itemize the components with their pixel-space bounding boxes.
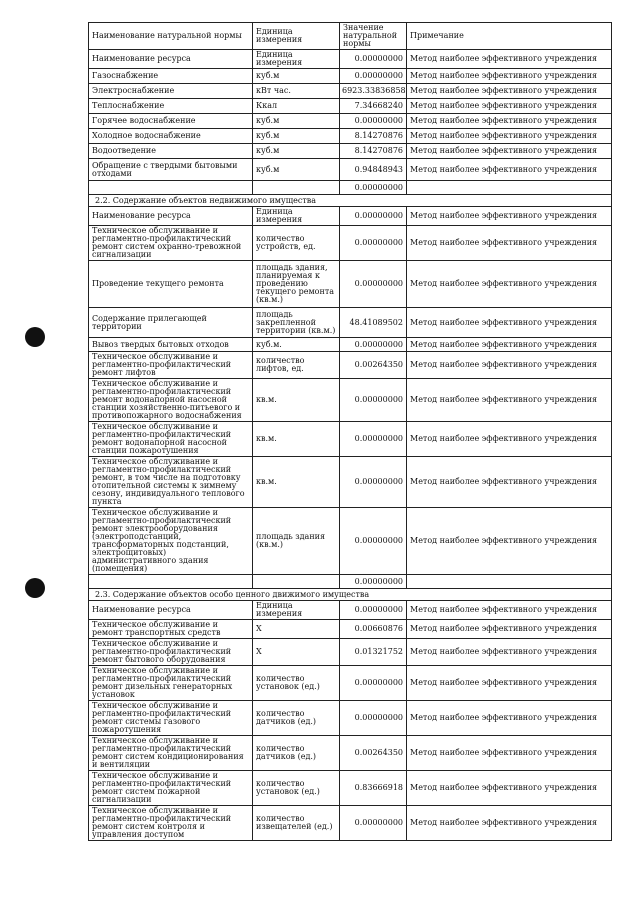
cell-value: 0.00000000 [340, 666, 407, 701]
cell-name: Техническое обслуживание и регламентно-профилактический ремонт системы газового пожаротушения [89, 701, 253, 736]
cell-name: Техническое обслуживание и регламентно-профилактический ремонт систем охранно-тревожной сигнализации [89, 226, 253, 261]
cell-name: Техническое обслуживание и регламентно-профилактический ремонт систем кондиционирования и вентиляции [89, 736, 253, 771]
cell-note: Метод наиболее эффективного учреждения [407, 261, 612, 308]
header-name: Наименование натуральной нормы [89, 23, 253, 50]
cell-value: 8.14270876 [340, 144, 407, 159]
cell-note: Метод наиболее эффективного учреждения [407, 701, 612, 736]
cell-note: Метод наиболее эффективного учреждения [407, 457, 612, 508]
cell-unit: кВт час. [253, 84, 340, 99]
cell-name: Газоснабжение [89, 69, 253, 84]
cell-name: Водоотведение [89, 144, 253, 159]
cell-name: Содержание прилегающей территории [89, 308, 253, 338]
cell-unit: куб.м [253, 144, 340, 159]
cell-note: Метод наиболее эффективного учреждения [407, 84, 612, 99]
cell-value: 7.34668240 [340, 99, 407, 114]
table-row [89, 508, 612, 575]
cell-unit [253, 575, 340, 589]
cell-unit: площадь здания (кв.м.) [253, 508, 340, 575]
cell-unit: площадь здания, планируемая к проведению текущего ремонта (кв.м.) [253, 261, 340, 308]
cell-unit: куб.м [253, 114, 340, 129]
cell-note: Метод наиболее эффективного учреждения [407, 308, 612, 338]
table-row [89, 736, 612, 771]
cell-note: Метод наиболее эффективного учреждения [407, 620, 612, 639]
table-row [89, 114, 612, 129]
cell-name: Электроснабжение [89, 84, 253, 99]
cell-name: Техническое обслуживание и регламентно-профилактический ремонт лифтов [89, 352, 253, 379]
cell-name: Проведение текущего ремонта [89, 261, 253, 308]
cell-value: 0.00660876 [340, 620, 407, 639]
cell-value: 0.00000000 [340, 114, 407, 129]
cell-unit: Единица измерения [253, 601, 340, 620]
cell-note: Метод наиболее эффективного учреждения [407, 379, 612, 422]
table-row [89, 639, 612, 666]
cell-value: 48.41089502 [340, 308, 407, 338]
cell-note [407, 181, 612, 195]
cell-note: Метод наиболее эффективного учреждения [407, 352, 612, 379]
cell-note: Метод наиболее эффективного учреждения [407, 601, 612, 620]
cell-name: Техническое обслуживание и регламентно-профилактический ремонт, в том числе на подготовку отопительной системы к зимнему сезону, индивидуального теплового пункта [89, 457, 253, 508]
cell-unit: куб.м. [253, 338, 340, 352]
cell-note: Метод наиболее эффективного учреждения [407, 69, 612, 84]
cell-unit: количество датчиков (ед.) [253, 736, 340, 771]
cell-unit: количество датчиков (ед.) [253, 701, 340, 736]
table-row [89, 226, 612, 261]
cell-value: 0.00000000 [340, 457, 407, 508]
cell-note: Метод наиболее эффективного учреждения [407, 508, 612, 575]
cell-unit: куб.м [253, 129, 340, 144]
table-row [89, 99, 612, 114]
cell-unit: кв.м. [253, 379, 340, 422]
cell-name: Техническое обслуживание и регламентно-профилактический ремонт дизельных генераторных установок [89, 666, 253, 701]
table-row [89, 806, 612, 841]
table-row [89, 144, 612, 159]
cell-value: 0.00000000 [340, 207, 407, 226]
cell-name: Техническое обслуживание и регламентно-профилактический ремонт водонапорной насосной станции хозяйственно-питьевого и противопожарного водоснабжения [89, 379, 253, 422]
cell-unit: куб.м [253, 159, 340, 181]
cell-note [407, 575, 612, 589]
table-row [89, 84, 612, 99]
cell-unit: Единица измерения [253, 207, 340, 226]
cell-name: Холодное водоснабжение [89, 129, 253, 144]
cell-value: 0.00000000 [340, 575, 407, 589]
header-unit: Единица измерения [253, 23, 340, 50]
table-row [89, 666, 612, 701]
table-row [89, 601, 612, 620]
cell-name: Обращение с твердыми бытовыми отходами [89, 159, 253, 181]
cell-name: Техническое обслуживание и регламентно-профилактический ремонт электрооборудования (электроподстанций, трансформаторных подстанций, электрощитовых) административного здания (помещения) [89, 508, 253, 575]
table-row [89, 308, 612, 338]
header-value: Значение натуральной нормы [340, 23, 407, 50]
table-row [89, 771, 612, 806]
cell-name: Техническое обслуживание и регламентно-профилактический ремонт систем контроля и управления доступом [89, 806, 253, 841]
cell-value: 8.14270876 [340, 129, 407, 144]
cell-note: Метод наиболее эффективного учреждения [407, 144, 612, 159]
cell-value: 0.00000000 [340, 601, 407, 620]
cell-value: 0.00000000 [340, 701, 407, 736]
cell-note: Метод наиболее эффективного учреждения [407, 99, 612, 114]
table-row [89, 457, 612, 508]
section-title: 2.2. Содержание объектов недвижимого имущества [89, 195, 612, 207]
cell-value: 0.00000000 [340, 806, 407, 841]
table-row [89, 69, 612, 84]
cell-unit: количество устройств, ед. [253, 226, 340, 261]
cell-value: 0.00000000 [340, 379, 407, 422]
cell-unit: Х [253, 639, 340, 666]
table-row [89, 338, 612, 352]
cell-note: Метод наиболее эффективного учреждения [407, 226, 612, 261]
cell-note: Метод наиболее эффективного учреждения [407, 771, 612, 806]
section-row [89, 589, 612, 601]
cell-value: 0.00000000 [340, 338, 407, 352]
cell-unit: площадь закрепленной территории (кв.м.) [253, 308, 340, 338]
cell-note: Метод наиболее эффективного учреждения [407, 338, 612, 352]
cell-name: Техническое обслуживание и регламентно-профилактический ремонт водонапорной насосной станции пожаротушения [89, 422, 253, 457]
cell-name: Теплоснабжение [89, 99, 253, 114]
cell-value: 0.00264350 [340, 352, 407, 379]
cell-name [89, 575, 253, 589]
cell-value: 0.94848943 [340, 159, 407, 181]
cell-name [89, 181, 253, 195]
cell-value: 0.00000000 [340, 508, 407, 575]
cell-note: Метод наиболее эффективного учреждения [407, 159, 612, 181]
cell-name: Техническое обслуживание и ремонт транспортных средств [89, 620, 253, 639]
cell-unit: кв.м. [253, 422, 340, 457]
cell-value: 0.00000000 [340, 422, 407, 457]
cell-value: 0.00000000 [340, 69, 407, 84]
cell-note: Метод наиболее эффективного учреждения [407, 129, 612, 144]
cell-name: Наименование ресурса [89, 207, 253, 226]
norms-table-body [89, 23, 612, 841]
cell-unit: куб.м [253, 69, 340, 84]
table-row [89, 50, 612, 69]
cell-value: 0.00000000 [340, 50, 407, 69]
cell-note: Метод наиболее эффективного учреждения [407, 806, 612, 841]
table-row [89, 352, 612, 379]
table-row [89, 159, 612, 181]
cell-name: Наименование ресурса [89, 601, 253, 620]
cell-note: Метод наиболее эффективного учреждения [407, 50, 612, 69]
table-header-row [89, 23, 612, 50]
cell-value: 0.00000000 [340, 226, 407, 261]
cell-value: 0.00000000 [340, 181, 407, 195]
cell-unit: количество лифтов, ед. [253, 352, 340, 379]
cell-note: Метод наиболее эффективного учреждения [407, 114, 612, 129]
table-row [89, 181, 612, 195]
cell-value: 0.01321752 [340, 639, 407, 666]
cell-name: Техническое обслуживание и регламентно-профилактический ремонт систем пожарной сигнализации [89, 771, 253, 806]
cell-unit: количество извещателей (ед.) [253, 806, 340, 841]
cell-unit: количество установок (ед.) [253, 771, 340, 806]
cell-value: 0.00000000 [340, 261, 407, 308]
table-row [89, 261, 612, 308]
cell-note: Метод наиболее эффективного учреждения [407, 639, 612, 666]
punch-hole-lower [25, 578, 45, 598]
cell-unit: количество установок (ед.) [253, 666, 340, 701]
cell-unit: Ккал [253, 99, 340, 114]
cell-note: Метод наиболее эффективного учреждения [407, 736, 612, 771]
table-row [89, 207, 612, 226]
cell-value: 0.83666918 [340, 771, 407, 806]
cell-name: Наименование ресурса [89, 50, 253, 69]
header-note: Примечание [407, 23, 612, 50]
table-row [89, 422, 612, 457]
cell-note: Метод наиболее эффективного учреждения [407, 422, 612, 457]
punch-hole-upper [25, 327, 45, 347]
cell-name: Горячее водоснабжение [89, 114, 253, 129]
norms-table [88, 22, 612, 841]
cell-name: Техническое обслуживание и регламентно-профилактический ремонт бытового оборудования [89, 639, 253, 666]
table-row [89, 701, 612, 736]
cell-name: Вывоз твердых бытовых отходов [89, 338, 253, 352]
cell-unit: Х [253, 620, 340, 639]
cell-unit [253, 181, 340, 195]
table-row [89, 129, 612, 144]
table-row [89, 379, 612, 422]
cell-unit: Единица измерения [253, 50, 340, 69]
cell-value: 6923.33836858 [340, 84, 407, 99]
cell-note: Метод наиболее эффективного учреждения [407, 207, 612, 226]
cell-unit: кв.м. [253, 457, 340, 508]
section-row [89, 195, 612, 207]
table-row [89, 620, 612, 639]
cell-value: 0.00264350 [340, 736, 407, 771]
section-title: 2.3. Содержание объектов особо ценного движимого имущества [89, 589, 612, 601]
cell-note: Метод наиболее эффективного учреждения [407, 666, 612, 701]
table-row [89, 575, 612, 589]
